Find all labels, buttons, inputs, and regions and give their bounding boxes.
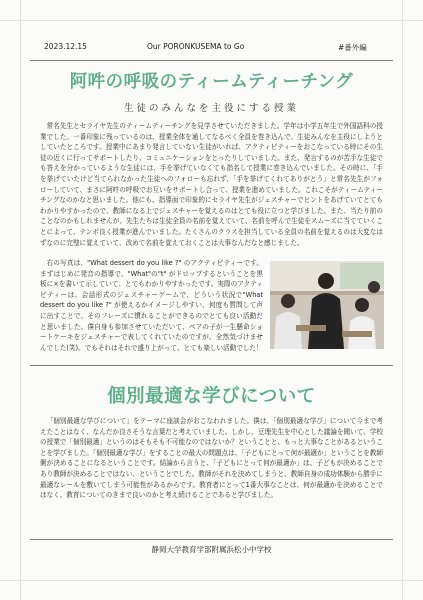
section1-paragraph-2: 右の写真は、"What dessert do you like ?" のアクティビティーです。まずはじめに発音の指導で、"What"の"t" がドロップするということを黒板に×を書いて示していて、とてもわかりやすかったです。実際のアクティビティーは、会話形式のジェスチャーゲームで、どういう状況で"What dessert do you like ?" が使えるかイメージしやすい、何度も質問して声に出すことで、そのフレーズに慣れることができるのでとても良い活動だと思いました。僕自身も参加させていただいて、ペアの子が一生懸命ショートケーキをジェスチャーで表してくれていたのですが、全然気づけませんでした(笑)。でもそれはそれで盛り上がって、とても楽しい活動でした！ (40, 259, 263, 352)
grid-line (0, 20, 423, 21)
classroom-photo (270, 261, 384, 349)
header-rule (30, 60, 393, 61)
section2-paragraph: 「個別最適な学びについて」をテーマに座談会がおこなわれました。僕は、「個別最適な学び」について今まで考えたことはなく、なんだか良さそうな言葉だと考えていました。しかし、豆理先生を中心とした議論を聞いて、学校の授業で「個別最適」というのはそもそも不可能なのではないか？ということと、もっと大事なことがあるということを学びました。「個別最適な学び」をすることの最大の問題点は、「子どもにとって何が最適か」ということを教師側が決めることになるということです。結論から言うと、「子どもにとって何が最適か」は、子どもが決めることであり教師が決めることではない、ということでした。教師がそれを決めてしまうと、教師自身の成功体験から勝手に最適なレールを敷いてしまう可能性があるからです。教育者にとって1番大事なことは、何が最適かを決めることではなく、教育についてのきまで良いのかと考え続けることであると学びました。 (40, 417, 383, 500)
issue-date: 2023.12.15 (44, 42, 87, 51)
classroom-illustration (270, 261, 384, 349)
school-name: 静岡大学教育学部附属浜松小中学校 (151, 545, 272, 554)
section2-title: 個別最適な学びについて (107, 386, 316, 407)
page-header (0, 39, 423, 55)
issue-tag: #番外編 (338, 43, 367, 52)
section1-subtitle: 生徒のみんなを主役にする授業 (123, 103, 299, 114)
publication-name: Our PORONKUSEMA to Go (147, 42, 245, 51)
section-divider (30, 365, 393, 366)
grid-line (0, 580, 423, 581)
section1-paragraph-1: 常名先生とセライヤ先生のティームティーチングを見学させていただきました。学年は小学五年生で外国語科の授業でした。一番印象に残っているのは、授業全体を通してなるべく全員を巻き込んで、生徒みんなを主役にしようとしていたところです。授業中にあまり発言していない生徒がいれば、アクティビティーをおこなっている時にその生徒の近くに行ってサポートしたり、コミュニケーションをとったりしていました。また、発言するのが苦手な生徒でも答えを分かっているような生徒には、手を挙げていなくても指名して授業に巻き込んでいました。その時に、「手を挙げていたけど当てられなかった生徒へのフォローも忘れず、「手を挙げてくれてありがとう」と常名先生がフォローしていて、まさに阿吽の呼吸でお互いをサポートし合って、授業を進めていました。これこそがティームティーチングなのかなと思いました。他にも、指導面で印象的にセライヤ先生がジェスチャーでヒントをあげていてとてもわかりやすかったので、教師になる上でジェスチャーを覚えるのはとても役に立つと学びました。また、当たり前のことなのかもしれませんが、先生たちは生徒全員の名前を覚えていて、名前を呼んで生徒をスムーズに当てていくことによって、テンポ良く授業が進んでいました。たくさんのクラスを担当している全員の名前を覚えるのは大変なはずなのに完璧に覚えていて、改めて名前を覚えておくことは大事なんだなと感じました。 (40, 122, 383, 247)
footer-rule (30, 539, 393, 540)
section1-title: 阿吽の呼吸のティームティーチング (69, 72, 354, 92)
